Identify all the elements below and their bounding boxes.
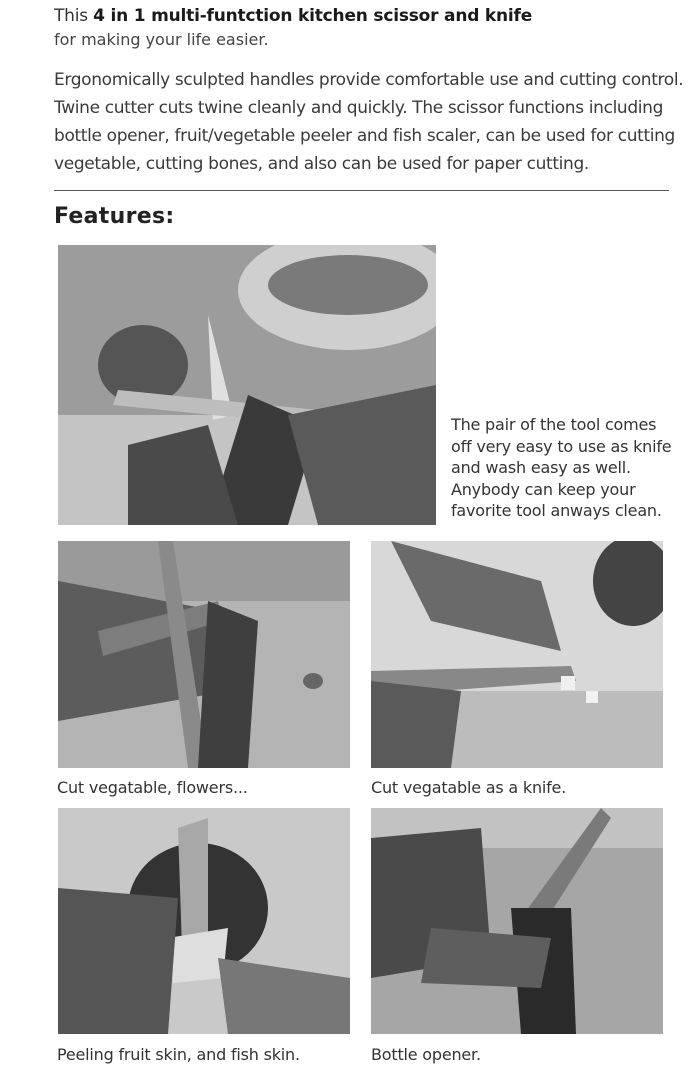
intro-prefix: This — [54, 6, 94, 26]
section-divider — [54, 190, 669, 191]
feature-description-line: Anybody can keep your — [451, 479, 636, 499]
description-line: Ergonomically sculpted handles provide comfortable use and cutting control. — [54, 70, 684, 90]
caption-peeling-skin: Peeling fruit skin, and fish skin. — [57, 1045, 300, 1064]
intro-subline: for making your life easier. — [54, 30, 269, 49]
product-name: 4 in 1 multi-funtction kitchen scissor and knife — [93, 6, 533, 26]
photo-cut-as-knife — [371, 541, 663, 768]
photo-cut-vegetable-flowers — [58, 541, 350, 768]
feature-description — [451, 414, 676, 522]
features-heading: Features: — [54, 204, 175, 229]
feature-description-line: The pair of the tool comes — [451, 415, 657, 434]
photo-bottle-opener — [371, 808, 663, 1034]
feature-description-line: and wash easy as well. — [451, 458, 631, 477]
photo-scissors-separated — [58, 245, 436, 525]
description-line: Twine cutter cuts twine cleanly and quickly. The scissor functions including — [54, 98, 664, 118]
caption-cut-vegetable-flowers: Cut vegatable, flowers... — [57, 778, 248, 797]
intro — [54, 4, 674, 52]
feature-description-line: favorite tool anways clean. — [451, 501, 662, 520]
description-line: bottle opener, fruit/vegetable peeler and fish scaler, can be used for cutting — [54, 126, 675, 146]
caption-bottle-opener: Bottle opener. — [371, 1045, 481, 1064]
feature-description-line: off very easy to use as knife — [451, 436, 672, 456]
intro-headline — [54, 4, 674, 28]
caption-cut-as-knife: Cut vegatable as a knife. — [371, 778, 567, 797]
description-paragraph — [54, 66, 684, 178]
description-line: vegetable, cutting bones, and also can be used for paper cutting. — [54, 154, 589, 174]
photo-peeling-skin — [58, 808, 350, 1034]
